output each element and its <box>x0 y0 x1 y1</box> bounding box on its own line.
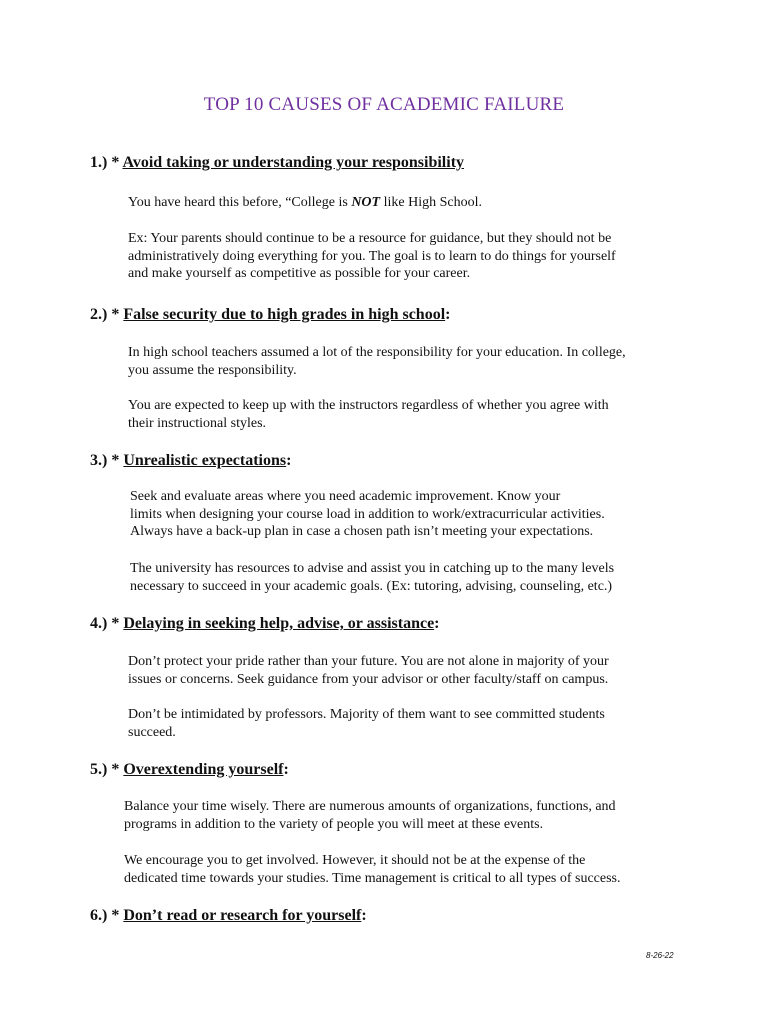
document-title: TOP 10 CAUSES OF ACADEMIC FAILURE <box>203 94 565 115</box>
paragraph-line: limits when designing your course load in addition to work/extracurricular activities. <box>130 506 605 522</box>
section-3-suffix: : <box>286 452 292 469</box>
paragraph-line: you assume the responsibility. <box>128 362 297 378</box>
section-1-paragraph-1 <box>128 194 482 212</box>
paragraph-line: Seek and evaluate areas where you need academic improvement. Know your <box>130 489 561 504</box>
section-2-title: False security due to high grades in high school <box>123 306 446 323</box>
section-1-p1-emphasis: NOT <box>351 195 381 210</box>
section-5-paragraph-1 <box>124 798 616 833</box>
paragraph-line: Ex: Your parents should continue to be a resource for guidance, but they should not be <box>128 231 612 246</box>
paragraph-line: Don’t protect your pride rather than your future. You are not alone in majority of your <box>128 654 609 669</box>
paragraph-line: dedicated time towards your studies. Time management is critical to all types of success. <box>124 870 621 886</box>
section-3-paragraph-2 <box>130 560 614 595</box>
paragraph-line: Balance your time wisely. There are numerous amounts of organizations, functions, and <box>124 799 616 814</box>
footer-date: 8-26-22 <box>646 951 674 960</box>
paragraph-line: Always have a back-up plan in case a chosen path isn’t meeting your expectations. <box>130 524 594 540</box>
paragraph-line: programs in addition to the variety of people you will meet at these events. <box>124 816 544 832</box>
section-2-number: 2.) * <box>90 306 124 323</box>
paragraph-line: and make yourself as competitive as possible for your career. <box>128 266 471 282</box>
section-4-paragraph-2 <box>128 706 605 741</box>
section-3-heading <box>90 452 291 470</box>
paragraph-line: succeed. <box>128 724 176 740</box>
section-6-heading <box>90 907 367 925</box>
section-4-heading <box>90 615 440 633</box>
section-1-p1-text: You have heard this before, “College is <box>128 195 352 210</box>
section-6-number: 6.) * <box>90 907 124 924</box>
paragraph-line: In high school teachers assumed a lot of the responsibility for your education. In college, <box>128 345 626 360</box>
section-5-heading <box>90 761 289 779</box>
section-1-paragraph-2 <box>128 230 616 283</box>
section-4-number: 4.) * <box>90 615 124 632</box>
paragraph-line: Don’t be intimidated by professors. Majority of them want to see committed students <box>128 707 605 722</box>
section-2-heading <box>90 306 450 324</box>
paragraph-line: You are expected to keep up with the instructors regardless of whether you agree with <box>128 398 609 413</box>
paragraph-line: their instructional styles. <box>128 415 267 431</box>
section-4-title: Delaying in seeking help, advise, or assistance <box>123 615 435 632</box>
section-5-number: 5.) * <box>90 761 124 778</box>
section-4-suffix: : <box>434 615 440 632</box>
section-2-paragraph-1 <box>128 344 626 379</box>
section-3-number: 3.) * <box>90 452 124 469</box>
section-1-number: 1.) * <box>90 154 123 171</box>
section-3-paragraph-1 <box>130 488 605 541</box>
section-2-paragraph-2 <box>128 397 609 432</box>
section-5-paragraph-2 <box>124 852 621 887</box>
paragraph-line: We encourage you to get involved. However, it should not be at the expense of the <box>124 853 586 868</box>
section-6-title: Don’t read or research for yourself <box>123 907 362 924</box>
paragraph-line: issues or concerns. Seek guidance from your advisor or other faculty/staff on campus. <box>128 671 609 687</box>
section-5-suffix: : <box>283 761 289 778</box>
section-1-title: Avoid taking or understanding your responsibility <box>122 154 465 171</box>
section-1-heading <box>90 154 464 172</box>
section-1-p1-text-end: like High School. <box>380 195 482 210</box>
paragraph-line: The university has resources to advise and assist you in catching up to the many levels <box>130 561 615 576</box>
section-6-suffix: : <box>361 907 367 924</box>
paragraph-line: necessary to succeed in your academic goals. (Ex: tutoring, advising, counseling, etc.) <box>130 578 613 594</box>
section-4-paragraph-1 <box>128 653 609 688</box>
section-2-suffix: : <box>445 306 451 323</box>
section-3-title: Unrealistic expectations <box>123 452 287 469</box>
section-5-title: Overextending yourself <box>123 761 284 778</box>
paragraph-line: administratively doing everything for you. The goal is to learn to do things for yourself <box>128 248 616 264</box>
